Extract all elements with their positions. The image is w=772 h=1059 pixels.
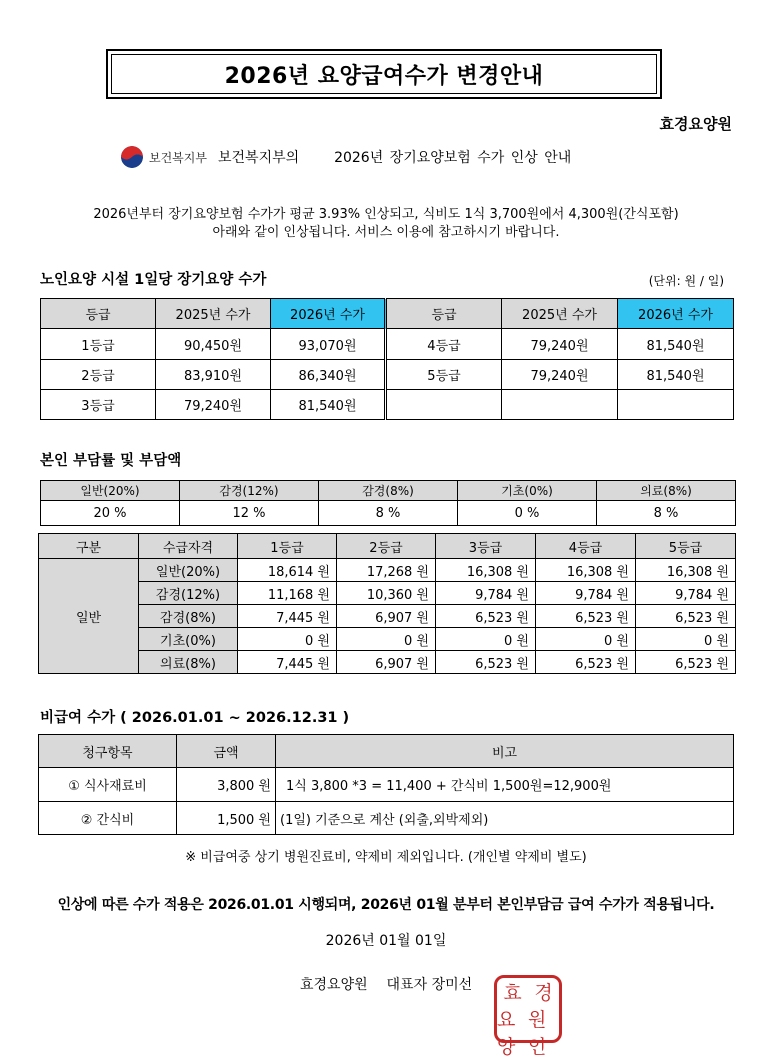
fee-cell: 79,240원 bbox=[156, 390, 271, 420]
nonbenefit-header: 금액 bbox=[177, 735, 276, 768]
burden-cell: 0 원 bbox=[536, 628, 636, 651]
intro-line-1: 2026년부터 장기요양보험 수가가 평균 3.93% 인상되고, 식비도 1식 3,700원에서 4,300원(간식포함) bbox=[93, 207, 679, 222]
burden-cell: 6,523 원 bbox=[436, 605, 536, 628]
fee-header-2025-1: 2025년 수가 bbox=[156, 299, 271, 329]
fee-cell: 4등급 bbox=[386, 329, 502, 360]
title-box bbox=[106, 49, 662, 99]
rate-value: 20 % bbox=[41, 501, 180, 526]
nonbenefit-cell: 3,800 원 bbox=[177, 768, 276, 802]
fee-table bbox=[40, 298, 734, 420]
page-title: 2026년 요양급여수가 변경안내 bbox=[224, 63, 544, 89]
burden-cell: 6,523 원 bbox=[436, 651, 536, 674]
issue-date: 2026년 01월 01일 bbox=[325, 933, 447, 949]
burden-cell: 9,784 원 bbox=[436, 582, 536, 605]
burden-cell: 6,907 원 bbox=[337, 651, 436, 674]
fee-cell: 5등급 bbox=[386, 360, 502, 390]
table-row bbox=[39, 628, 736, 651]
burden-cell: 6,523 원 bbox=[636, 605, 736, 628]
rate-value: 0 % bbox=[458, 501, 597, 526]
burden-cell: 6,523 원 bbox=[536, 651, 636, 674]
burden-cell: 0 원 bbox=[636, 628, 736, 651]
burden-cell: 6,907 원 bbox=[337, 605, 436, 628]
nonbenefit-header: 청구항목 bbox=[39, 735, 177, 768]
fee-header-grade-1: 등급 bbox=[41, 299, 156, 329]
burden-header: 3등급 bbox=[436, 534, 536, 559]
fee-cell: 79,240원 bbox=[502, 329, 618, 360]
table-row bbox=[41, 360, 734, 390]
rate-header: 일반(20%) bbox=[41, 481, 180, 501]
burden-cell: 9,784 원 bbox=[536, 582, 636, 605]
table-row bbox=[39, 605, 736, 628]
table-row bbox=[39, 802, 734, 835]
rate-header: 의료(8%) bbox=[597, 481, 736, 501]
burden-table bbox=[38, 533, 736, 674]
fee-cell: 2등급 bbox=[41, 360, 156, 390]
nonbenefit-cell: ① 식사재료비 bbox=[39, 768, 177, 802]
fee-cell bbox=[386, 390, 502, 420]
burden-cell: 0 원 bbox=[238, 628, 337, 651]
fee-cell: 86,340원 bbox=[271, 360, 386, 390]
burden-header: 5등급 bbox=[636, 534, 736, 559]
fee-cell: 79,240원 bbox=[502, 360, 618, 390]
table-row bbox=[39, 582, 736, 605]
fee-cell: 81,540원 bbox=[271, 390, 386, 420]
fee-header-2025-2: 2025년 수가 bbox=[502, 299, 618, 329]
burden-cell: 0 원 bbox=[436, 628, 536, 651]
table-row bbox=[39, 559, 736, 582]
mohw-name: 보건복지부 bbox=[149, 150, 207, 165]
nonbenefit-section-title: 비급여 수가 ( 2026.01.01 ~ 2026.12.31 ) bbox=[40, 710, 350, 726]
rate-value: 12 % bbox=[180, 501, 319, 526]
fee-cell: 3등급 bbox=[41, 390, 156, 420]
fee-header-2026-2: 2026년 수가 bbox=[618, 299, 734, 329]
fee-cell: 81,540원 bbox=[618, 360, 734, 390]
rate-value: 8 % bbox=[319, 501, 458, 526]
nonbenefit-cell: 1,500 원 bbox=[177, 802, 276, 835]
rate-header: 감경(8%) bbox=[319, 481, 458, 501]
rate-value: 8 % bbox=[597, 501, 736, 526]
burden-cell: 7,445 원 bbox=[238, 651, 337, 674]
final-notice: 인상에 따른 수가 적용은 2026.01.01 시행되며, 2026년 01월 분부터 본인부담금 급여 수가가 적용됩니다. bbox=[57, 897, 715, 913]
burden-header: 구분 bbox=[39, 534, 139, 559]
burden-cell: 10,360 원 bbox=[337, 582, 436, 605]
burden-cell: 18,614 원 bbox=[238, 559, 337, 582]
signature-line bbox=[300, 974, 472, 994]
mohw-logo-block bbox=[121, 146, 207, 168]
table-row bbox=[39, 768, 734, 802]
burden-cell: 감경(12%) bbox=[139, 582, 238, 605]
mohw-emblem-icon bbox=[121, 146, 143, 168]
fee-cell: 90,450원 bbox=[156, 329, 271, 360]
table-row bbox=[39, 651, 736, 674]
fee-header-2026-1: 2026년 수가 bbox=[271, 299, 386, 329]
rate-table bbox=[40, 480, 736, 526]
burden-header: 2등급 bbox=[337, 534, 436, 559]
burden-cell: 16,308 원 bbox=[436, 559, 536, 582]
burden-cell: 기초(0%) bbox=[139, 628, 238, 651]
rate-header: 기초(0%) bbox=[458, 481, 597, 501]
burden-cell: 17,268 원 bbox=[337, 559, 436, 582]
signature-name: 장미선 bbox=[431, 977, 473, 993]
burden-cell: 0 원 bbox=[337, 628, 436, 651]
nonbenefit-table bbox=[38, 734, 734, 835]
fee-section-title: 노인요양 시설 1일당 장기요양 수가 bbox=[40, 272, 267, 288]
burden-section-title: 본인 부담률 및 부담액 bbox=[40, 453, 182, 469]
burden-header: 4등급 bbox=[536, 534, 636, 559]
table-row bbox=[41, 329, 734, 360]
seal-stamp: 효 경 요양 원인 bbox=[494, 975, 562, 1043]
signature-title: 대표자 bbox=[386, 977, 428, 993]
burden-cell: 16,308 원 bbox=[536, 559, 636, 582]
burden-header: 수급자격 bbox=[139, 534, 238, 559]
intro-line-2: 아래와 같이 인상됩니다. 서비스 이용에 참고하시기 바랍니다. bbox=[212, 225, 560, 240]
nonbenefit-header: 비고 bbox=[276, 735, 734, 768]
unit-label: (단위: 원 / 일) bbox=[648, 274, 724, 288]
burden-cell: 감경(8%) bbox=[139, 605, 238, 628]
burden-cell: 9,784 원 bbox=[636, 582, 736, 605]
burden-group: 일반 bbox=[39, 559, 139, 674]
nonbenefit-note: ※ 비급여중 상기 병원진료비, 약제비 제외입니다. (개인별 약제비 별도) bbox=[185, 850, 587, 865]
nonbenefit-cell: (1일) 기준으로 계산 (외출,외박제외) bbox=[276, 802, 734, 835]
intro-text bbox=[0, 206, 772, 242]
signature-org: 효경요양원 bbox=[300, 977, 368, 993]
announce-line bbox=[218, 147, 571, 167]
burden-cell: 16,308 원 bbox=[636, 559, 736, 582]
burden-cell: 11,168 원 bbox=[238, 582, 337, 605]
fee-cell: 81,540원 bbox=[618, 329, 734, 360]
table-row bbox=[41, 390, 734, 420]
fee-cell bbox=[502, 390, 618, 420]
burden-header: 1등급 bbox=[238, 534, 337, 559]
fee-cell: 83,910원 bbox=[156, 360, 271, 390]
burden-cell: 6,523 원 bbox=[536, 605, 636, 628]
burden-cell: 일반(20%) bbox=[139, 559, 238, 582]
burden-cell: 의료(8%) bbox=[139, 651, 238, 674]
burden-cell: 6,523 원 bbox=[636, 651, 736, 674]
nonbenefit-cell: 1식 3,800 *3 = 11,400 + 간식비 1,500원=12,900원 bbox=[276, 768, 734, 802]
announce-right: 2026년 장기요양보험 수가 인상 안내 bbox=[334, 150, 572, 166]
fee-header-grade-2: 등급 bbox=[386, 299, 502, 329]
announce-left: 보건복지부의 bbox=[218, 150, 300, 166]
rate-header: 감경(12%) bbox=[180, 481, 319, 501]
fee-cell: 93,070원 bbox=[271, 329, 386, 360]
fee-cell bbox=[618, 390, 734, 420]
nonbenefit-cell: ② 간식비 bbox=[39, 802, 177, 835]
burden-cell: 7,445 원 bbox=[238, 605, 337, 628]
fee-cell: 1등급 bbox=[41, 329, 156, 360]
facility-name: 효경요양원 bbox=[659, 115, 732, 133]
